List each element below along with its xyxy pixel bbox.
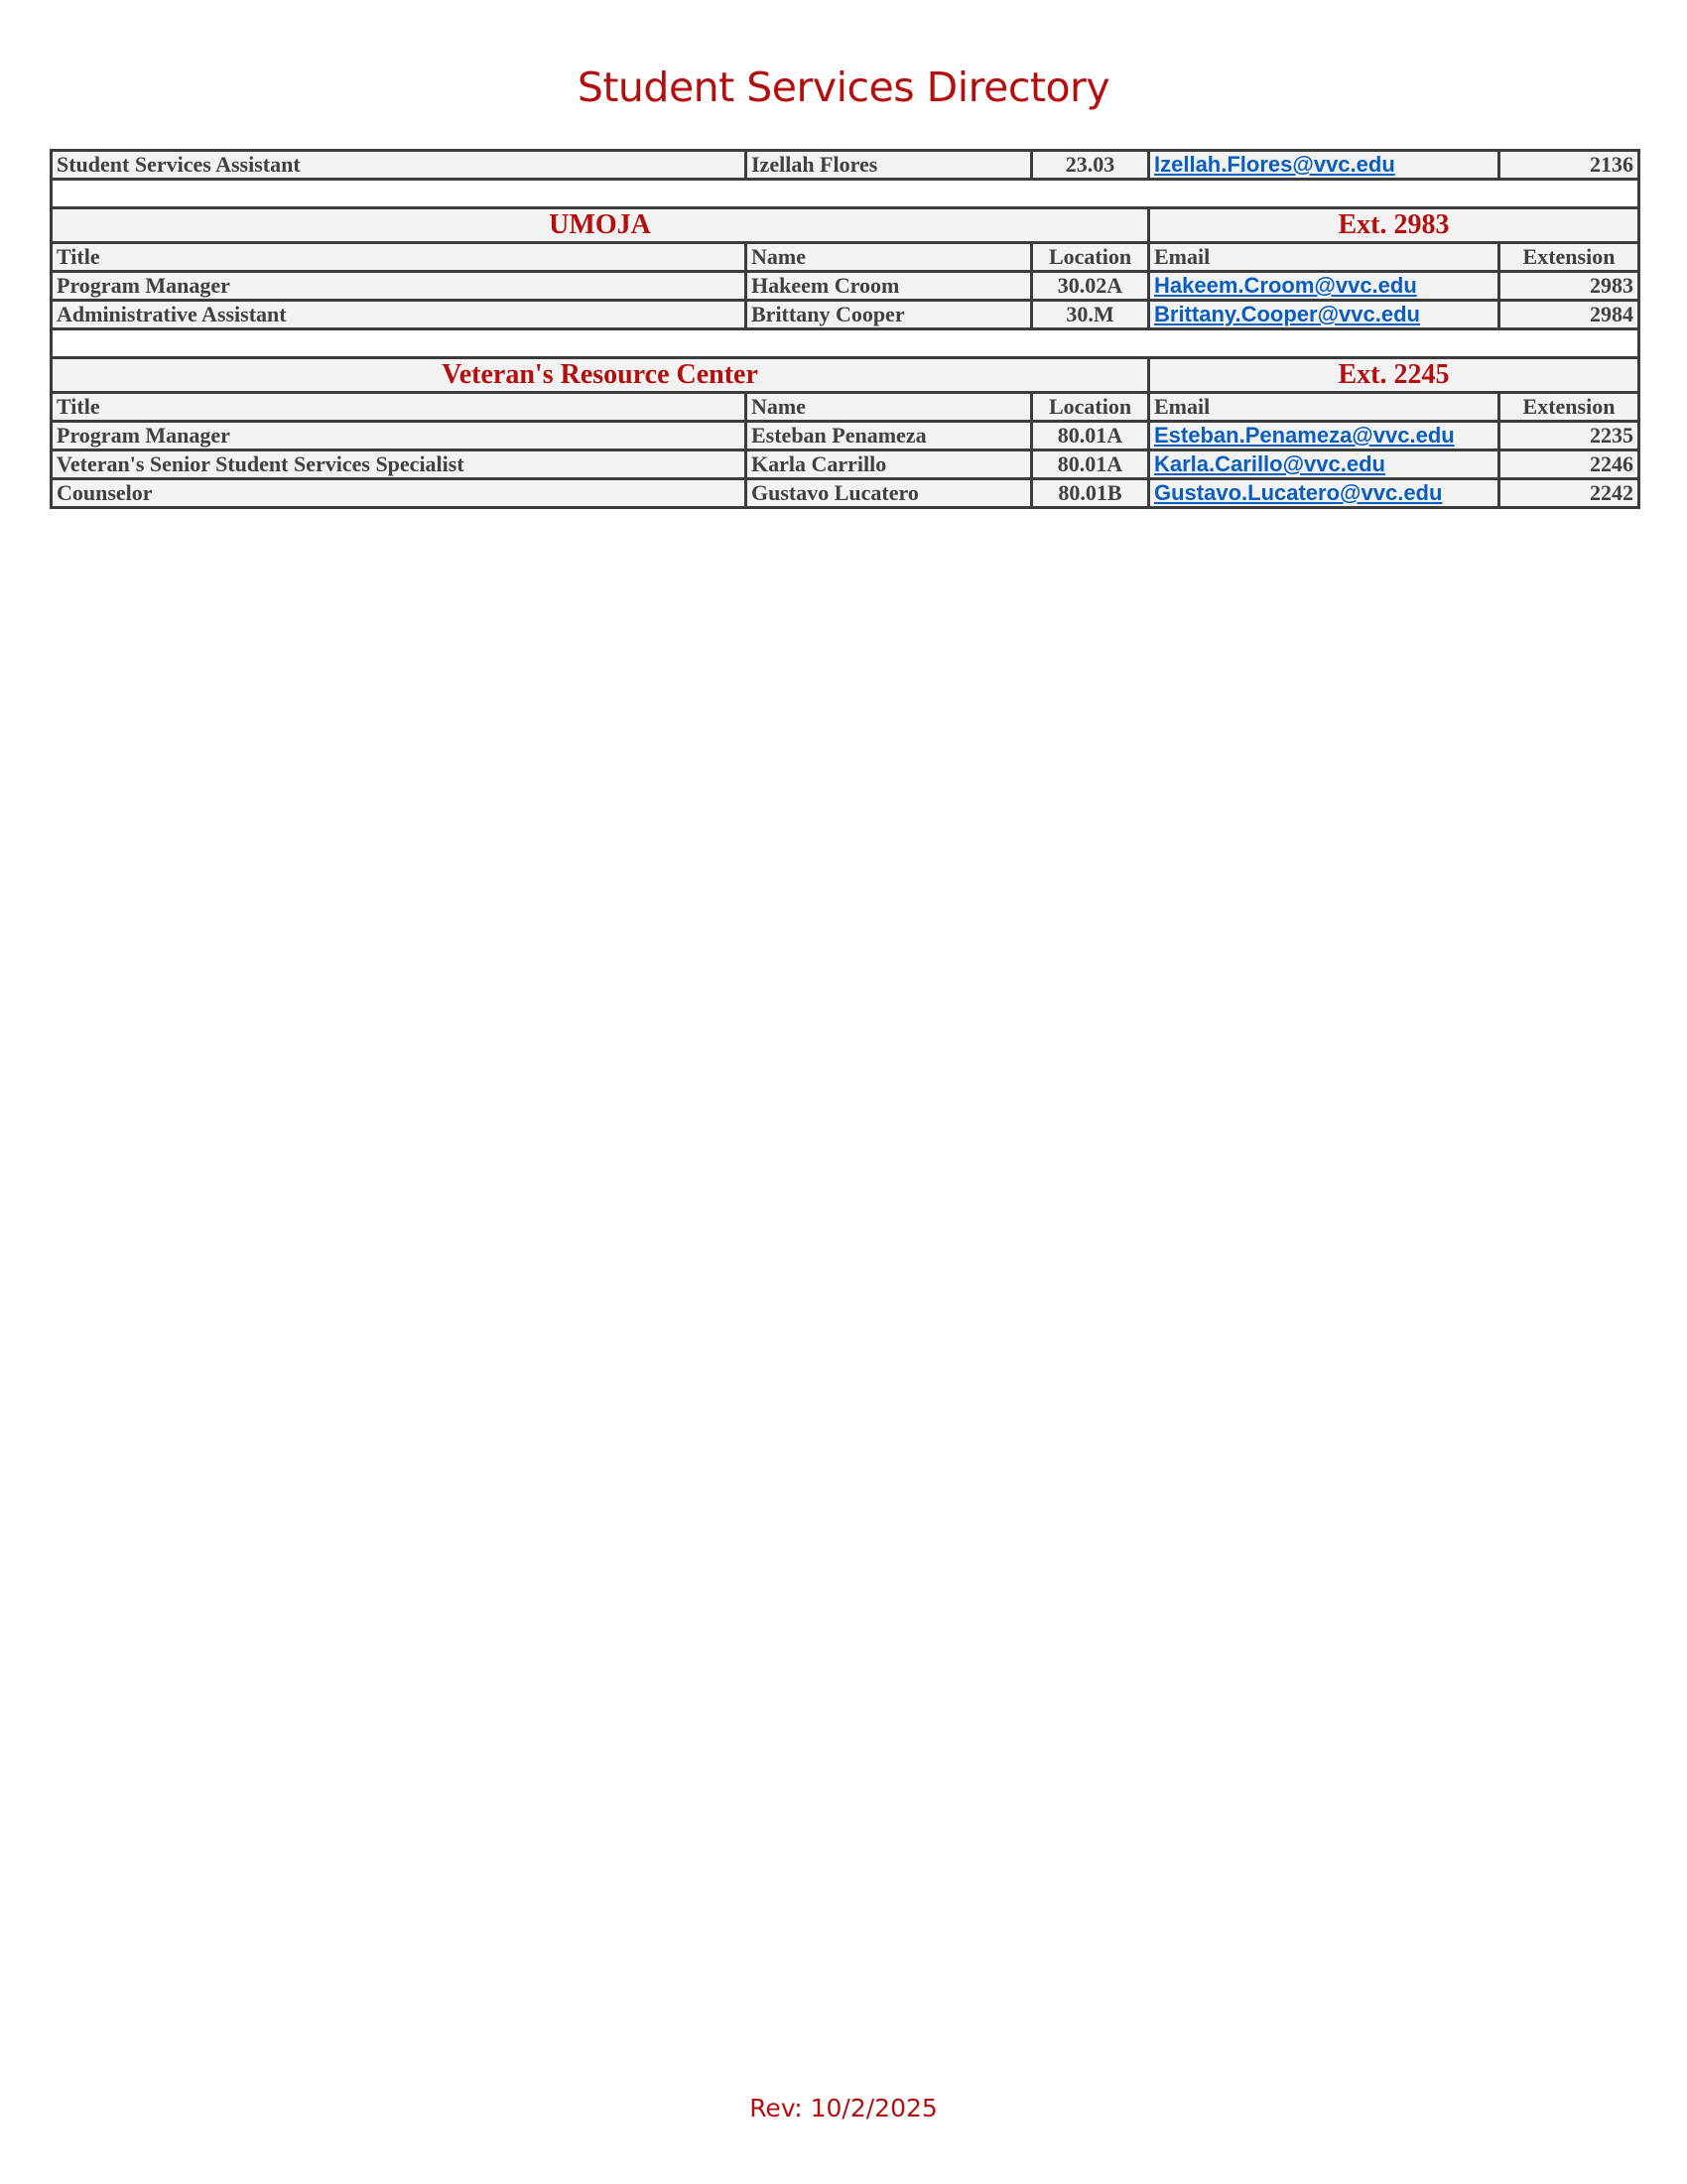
section-header-umoja xyxy=(52,208,1639,243)
location-cell: 80.01A xyxy=(1032,422,1149,450)
extension-cell: 2246 xyxy=(1499,450,1639,479)
title-cell: Student Services Assistant xyxy=(52,151,746,180)
section-name: Veteran's Resource Center xyxy=(52,358,1149,393)
email-link[interactable]: Karla.Carillo@vvc.edu xyxy=(1154,451,1385,476)
extension-cell: 2242 xyxy=(1499,479,1639,508)
column-header-email: Email xyxy=(1149,243,1499,272)
email-link[interactable]: Gustavo.Lucatero@vvc.edu xyxy=(1154,480,1443,505)
email-cell xyxy=(1149,301,1499,329)
section-header-veterans xyxy=(52,358,1639,393)
section-extension: Ext. 2983 xyxy=(1149,208,1639,243)
location-cell: 30.M xyxy=(1032,301,1149,329)
location-cell: 23.03 xyxy=(1032,151,1149,180)
column-header-email: Email xyxy=(1149,393,1499,422)
email-link[interactable]: Esteban.Penameza@vvc.edu xyxy=(1154,423,1455,448)
table-row xyxy=(52,479,1639,508)
name-cell: Brittany Cooper xyxy=(746,301,1032,329)
column-header-location: Location xyxy=(1032,393,1149,422)
email-link[interactable]: Izellah.Flores@vvc.edu xyxy=(1154,152,1395,177)
email-link[interactable]: Brittany.Cooper@vvc.edu xyxy=(1154,302,1420,326)
title-cell: Veteran's Senior Student Services Specialist xyxy=(52,450,746,479)
email-cell xyxy=(1149,151,1499,180)
table-row xyxy=(52,450,1639,479)
extension-cell: 2984 xyxy=(1499,301,1639,329)
name-cell: Gustavo Lucatero xyxy=(746,479,1032,508)
name-cell: Izellah Flores xyxy=(746,151,1032,180)
section-name: UMOJA xyxy=(52,208,1149,243)
title-cell: Counselor xyxy=(52,479,746,508)
email-cell xyxy=(1149,422,1499,450)
title-cell: Administrative Assistant xyxy=(52,301,746,329)
email-cell xyxy=(1149,272,1499,301)
section-extension: Ext. 2245 xyxy=(1149,358,1639,393)
name-cell: Hakeem Croom xyxy=(746,272,1032,301)
email-cell xyxy=(1149,450,1499,479)
location-cell: 30.02A xyxy=(1032,272,1149,301)
email-cell xyxy=(1149,479,1499,508)
spacer-row xyxy=(52,329,1639,358)
column-header-row xyxy=(52,393,1639,422)
name-cell: Esteban Penameza xyxy=(746,422,1032,450)
column-header-extension: Extension xyxy=(1499,243,1639,272)
column-header-title: Title xyxy=(52,243,746,272)
revision-date: Rev: 10/2/2025 xyxy=(749,2094,938,2122)
column-header-row xyxy=(52,243,1639,272)
column-header-extension: Extension xyxy=(1499,393,1639,422)
page-title: Student Services Directory xyxy=(577,64,1110,111)
extension-cell: 2235 xyxy=(1499,422,1639,450)
title-cell: Program Manager xyxy=(52,272,746,301)
location-cell: 80.01A xyxy=(1032,450,1149,479)
column-header-title: Title xyxy=(52,393,746,422)
column-header-name: Name xyxy=(746,243,1032,272)
extension-cell: 2136 xyxy=(1499,151,1639,180)
extension-cell: 2983 xyxy=(1499,272,1639,301)
email-link[interactable]: Hakeem.Croom@vvc.edu xyxy=(1154,273,1417,298)
title-cell: Program Manager xyxy=(52,422,746,450)
location-cell: 80.01B xyxy=(1032,479,1149,508)
column-header-location: Location xyxy=(1032,243,1149,272)
table-row xyxy=(52,272,1639,301)
spacer-row xyxy=(52,180,1639,208)
table-row xyxy=(52,301,1639,329)
table-row xyxy=(52,151,1639,180)
directory-table xyxy=(50,149,1640,509)
column-header-name: Name xyxy=(746,393,1032,422)
table-row xyxy=(52,422,1639,450)
name-cell: Karla Carrillo xyxy=(746,450,1032,479)
